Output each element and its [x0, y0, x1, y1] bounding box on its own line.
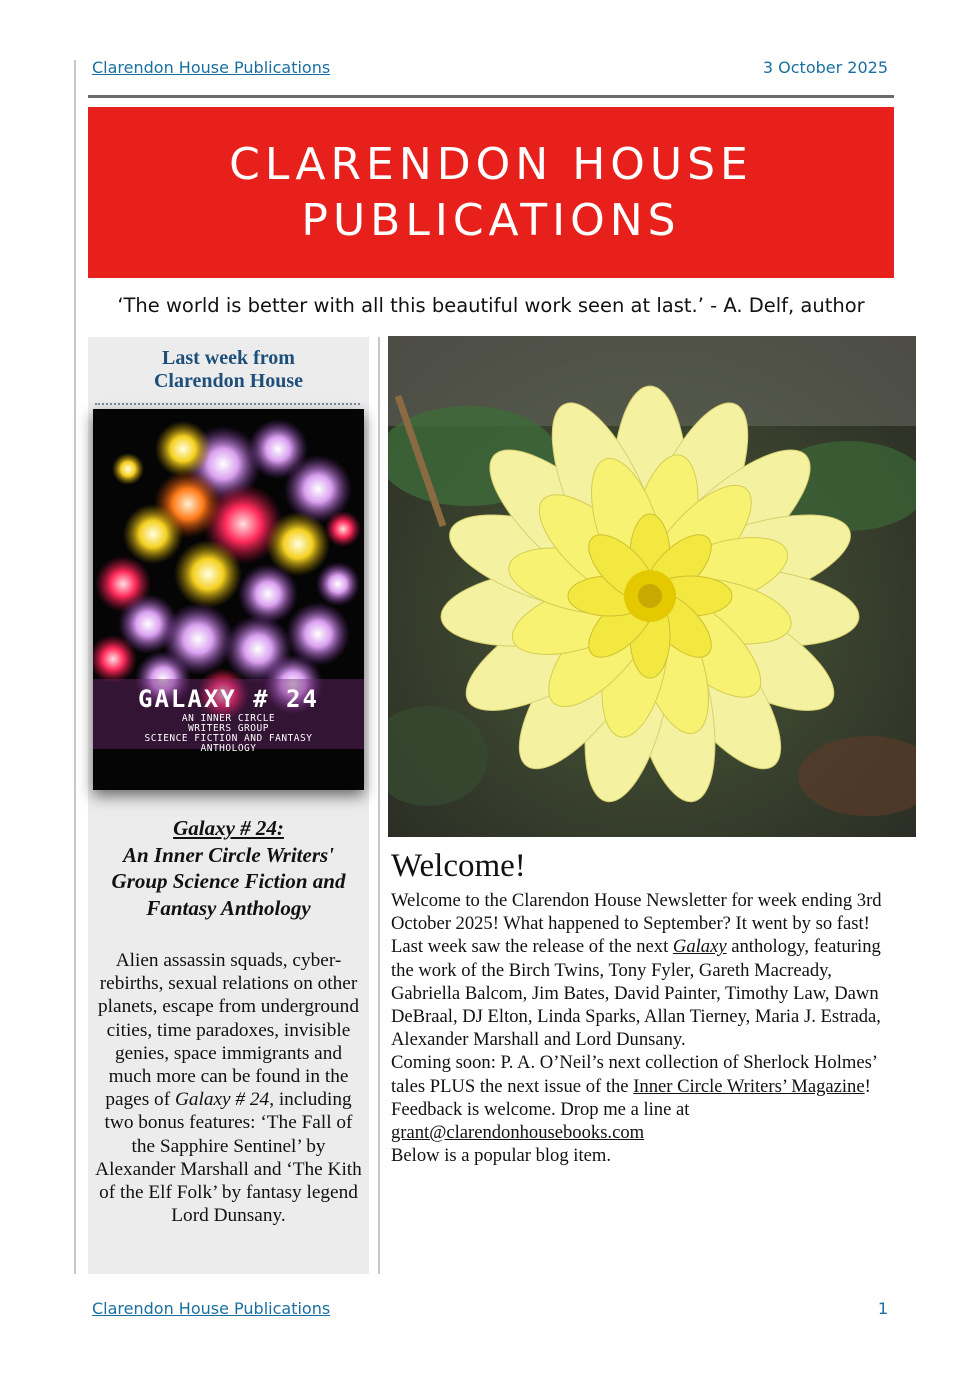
- masthead-line-1: CLARENDON HOUSE: [229, 138, 753, 190]
- testimonial-quote: ‘The world is better with all this beautiful work seen at last.’ - A. Delf, author: [117, 294, 865, 317]
- cover-subtitle-line-4: ANTHOLOGY: [200, 743, 257, 754]
- dahlia-photo: [388, 336, 916, 837]
- book-cover-image: [93, 409, 364, 790]
- sidebar-heading-line-2: Clarendon House: [153, 370, 304, 392]
- welcome-p3-before: Coming soon: P. A. O’Neil’s next collection of Sherlock Holmes’ tales PLUS the next issue of the: [391, 1052, 877, 1097]
- contact-email-link[interactable]: grant@clarendonhousebooks.com: [391, 1122, 645, 1144]
- cover-subtitle-line-2: WRITERS GROUP: [188, 723, 269, 734]
- header-date: 3 October 2025: [762, 58, 888, 77]
- welcome-paragraph-5: Below is a popular blog item.: [391, 1145, 611, 1167]
- cover-subtitle-line-3: SCIENCE FICTION AND FANTASY: [144, 733, 313, 744]
- book-description: [92, 949, 365, 1227]
- footer-publisher-link[interactable]: Clarendon House Publications: [92, 1299, 331, 1318]
- welcome-p2-after: anthology, featuring the work of the Birch Twins, Tony Fyler, Gareth Macready, Gabriella Balcom, Jim Bates, David Painter, Timothy Law, Dawn DeBraal, DJ Elton, Linda Sparks, Allan Tierney, Maria J. Estrada, Alexander Marshall and Lord Dunsany.: [391, 936, 881, 1051]
- welcome-p4-before: Feedback is welcome. Drop me a line at: [391, 1098, 690, 1120]
- welcome-paragraph-2: [391, 935, 891, 1051]
- welcome-body: [391, 889, 891, 1167]
- welcome-paragraph-3: [391, 1051, 891, 1097]
- left-margin-rule: [74, 60, 76, 1274]
- welcome-p3-after: !: [864, 1075, 871, 1097]
- book-title-line-3: Group Science Fiction and: [111, 869, 346, 893]
- sidebar-dotted-divider: [95, 403, 360, 405]
- inner-circle-magazine-link[interactable]: Inner Circle Writers’ Magazine: [633, 1075, 865, 1097]
- book-description-part-2: , including two bonus features: ‘The Fall of the Sapphire Sentinel’ by Alexander Marshall and ‘The Kith of the Elf Folk’ by fantasy legend Lord Dunsany.: [95, 1089, 362, 1227]
- cover-title: GALAXY # 24: [138, 685, 319, 713]
- welcome-heading: Welcome!: [391, 848, 526, 884]
- welcome-p2-before: Last week saw the release of the next: [391, 936, 673, 958]
- galaxy-link[interactable]: Galaxy: [672, 936, 727, 958]
- book-title-line-1: Galaxy # 24:: [173, 816, 284, 840]
- sidebar-last-week: [88, 337, 369, 1274]
- masthead-banner: [88, 107, 894, 278]
- header-divider: [88, 95, 894, 98]
- welcome-paragraph-1: Welcome to the Clarendon House Newsletter for week ending 3rd October 2025! What happened to September? It went by so fast!: [391, 890, 882, 935]
- book-description-part-1: Alien assassin squads, cyber-rebirths, sexual relations on other planets, escape from underground cities, time paradoxes, invisible genies, space immigrants and much more can be found in the pages of: [98, 950, 359, 1111]
- header-publisher-link[interactable]: Clarendon House Publications: [92, 58, 331, 77]
- book-title: [88, 815, 369, 921]
- sidebar-heading-line-1: Last week from: [162, 347, 295, 369]
- book-title-line-2: An Inner Circle Writers': [122, 842, 335, 867]
- book-description-title: Galaxy # 24: [174, 1089, 270, 1111]
- welcome-paragraph-4: [391, 1098, 891, 1144]
- sidebar-divider-rule: [378, 337, 380, 1274]
- yellow-dahlia-image: [388, 336, 916, 837]
- sidebar-heading: [88, 347, 369, 393]
- cover-subtitle-line-1: AN INNER CIRCLE: [181, 713, 276, 724]
- book-title-line-4: Fantasy Anthology: [146, 895, 311, 920]
- footer-page-number: 1: [877, 1299, 888, 1318]
- masthead-line-2: PUBLICATIONS: [301, 194, 681, 246]
